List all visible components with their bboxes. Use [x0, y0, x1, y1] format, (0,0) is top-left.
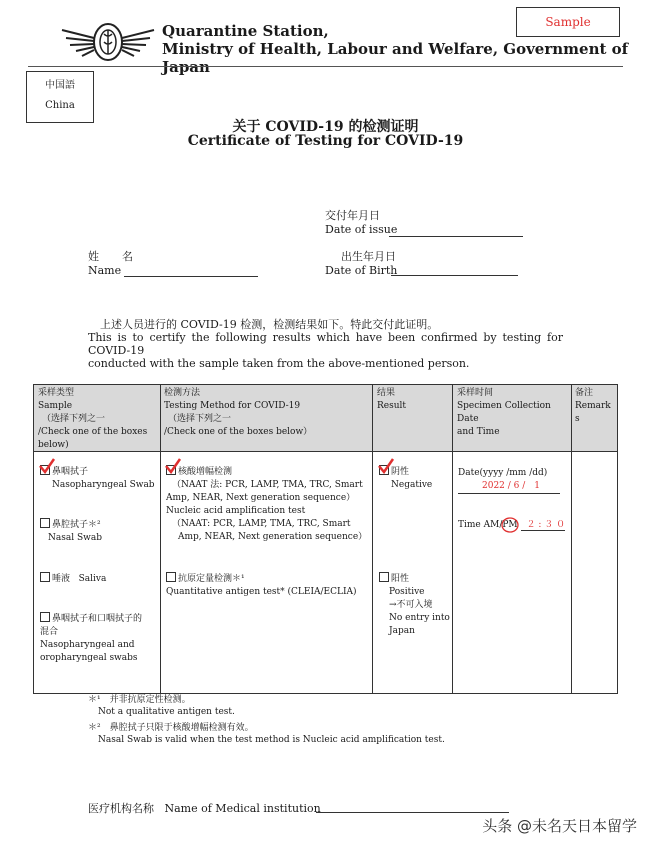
method-1-line-4: （NAAT: PCR, LAMP, TMA, TRC, Smart: [172, 519, 351, 529]
name-label: [88, 250, 139, 278]
header-result: [377, 387, 406, 413]
time-value[interactable]: ２ : ３ ０: [521, 520, 566, 531]
saliva-checkbox[interactable]: [40, 572, 50, 582]
name-label-cn: 姓 名: [88, 250, 139, 263]
red-checkmark-icon: [38, 458, 56, 474]
header-time-en1: Specimen Collection Date: [457, 401, 551, 424]
method-2-en: Quantitative antigen test* (CLEIA/ECLIA): [166, 587, 357, 597]
sample-2-cn: 鼻腔拭子＊²: [52, 520, 101, 530]
issue-label-cn: 交付年月日: [325, 209, 380, 222]
results-table: [33, 384, 618, 694]
result-positive-cn: 阳性: [391, 574, 410, 584]
nasal-checkbox[interactable]: [40, 518, 50, 528]
header-time-cn: 采样时间: [457, 388, 494, 398]
date-label: Date(yyyy /mm /dd): [458, 468, 548, 478]
header-method-sel-en: /Check one of the boxes below）: [164, 427, 313, 437]
col-divider-3: [452, 385, 453, 693]
header-divider: [28, 66, 623, 67]
result-negative-cn: 阴性: [391, 467, 410, 477]
sample-4-cn-1: 鼻咽拭子和口咽拭子的: [52, 614, 143, 624]
header-time-en2: and Time: [457, 427, 500, 437]
statement-en-2: conducted with the sample taken from the above-mentioned person.: [88, 357, 470, 370]
mixed-swab-checkbox[interactable]: [40, 612, 50, 622]
lang-en: China: [45, 100, 75, 111]
sample-4-en-1: Nasopharyngeal and: [40, 640, 135, 650]
red-checkmark-icon: [377, 458, 395, 474]
issue-label-en: Date of issue: [325, 223, 398, 236]
issue-date-field[interactable]: [389, 236, 523, 237]
quarantine-wings-logo-icon: [58, 20, 158, 64]
method-1-line-5: Amp, NEAR, Next generation sequence）: [178, 532, 368, 542]
header-result-cn: 结果: [377, 388, 396, 398]
result-option-positive[interactable]: [379, 572, 450, 638]
time-label: Time AM/PM: [458, 520, 518, 530]
footnotes: [88, 694, 445, 746]
sample-4-en-2: oropharyngeal swabs: [40, 653, 138, 663]
antigen-checkbox[interactable]: [166, 572, 176, 582]
header-remark-cn: 备注: [575, 388, 594, 398]
certification-statement: [88, 318, 563, 370]
header-sample-cn: 采样类型: [38, 388, 75, 398]
birth-label: [325, 250, 397, 278]
method-1-line-2: Amp, NEAR, Next generation sequence）: [166, 493, 356, 503]
header-method: [164, 387, 370, 439]
birth-label-cn: 出生年月日: [341, 250, 396, 263]
name-label-en: Name: [88, 264, 122, 277]
sample-3-en: Saliva: [78, 574, 107, 584]
method-1-line-3: Nucleic acid amplification test: [166, 506, 306, 516]
statement-cn: 上述人员进行的 COVID-19 检测，检测结果如下。特此交付此证明。: [100, 318, 439, 331]
method-1-cn: 核酸增幅检测: [178, 467, 233, 477]
sample-3-cn: 唾液: [52, 574, 71, 584]
title-cn: 关于 COVID-19 的检测证明: [232, 119, 419, 135]
lang-cn: 中国語: [45, 80, 75, 91]
header-method-sel-cn: （选择下列之一: [168, 414, 232, 424]
sample-4-cn-2: 混合: [40, 627, 59, 637]
nasopharyngeal-checkbox[interactable]: [40, 465, 50, 475]
sample-option-saliva[interactable]: [40, 572, 106, 586]
header-sample-sel-cn: （选择下列之一: [42, 414, 106, 424]
sample-option-mixed[interactable]: [40, 612, 158, 665]
institution-field[interactable]: [316, 812, 509, 813]
sample-2-en: Nasal Swab: [48, 533, 102, 543]
header-method-en: Testing Method for COVID-19: [164, 401, 301, 411]
institution-en: Name of Medical institution: [164, 802, 321, 815]
pm-circle-mark-icon: [500, 516, 520, 534]
header-result-en: Result: [377, 401, 407, 411]
header-time: [457, 387, 569, 439]
org-line-1: Quarantine Station,: [162, 22, 329, 40]
red-checkmark-icon: [164, 458, 182, 474]
result-positive-line-4: Japan: [389, 626, 415, 636]
method-option-naat[interactable]: [166, 465, 370, 544]
result-positive-line-3: No entry into: [389, 613, 450, 623]
birth-label-en: Date of Birth: [325, 264, 398, 277]
header-remark-en2: s: [575, 414, 580, 424]
birth-date-field[interactable]: [391, 275, 518, 276]
header-sample: [38, 387, 158, 452]
header-remarks: [575, 387, 611, 426]
sample-1-en: Nasopharyngeal Swab: [52, 480, 155, 490]
sample-1-cn: 鼻咽拭子: [52, 467, 89, 477]
date-value[interactable]: 2022 / 6 / 1: [458, 480, 560, 494]
negative-checkbox[interactable]: [379, 465, 389, 475]
statement-en-1: This is to certify the following results which have been confirmed by testing for COVID-19: [88, 331, 563, 357]
title-en: Certificate of Testing for COVID-19: [187, 133, 464, 149]
header-remark-en1: Remark: [575, 401, 611, 411]
result-option-negative[interactable]: [379, 465, 432, 492]
sample-option-nasal[interactable]: [40, 518, 102, 545]
sample-stamp: Sample: [516, 7, 620, 37]
header-sample-sel-en2: below): [38, 440, 69, 450]
note-1-cn: ＊¹ 并非抗原定性检测。: [88, 695, 191, 705]
note-1-en: Not a qualitative antigen test.: [98, 707, 235, 717]
medical-institution-label: [88, 800, 321, 816]
watermark: 头条 @未名天日本留学: [482, 817, 637, 835]
org-line-2: Ministry of Health, Labour and Welfare, Government of Japan: [162, 40, 629, 76]
col-divider-4: [571, 385, 572, 693]
header-method-cn: 检测方法: [164, 388, 201, 398]
issue-label: [325, 209, 397, 237]
result-positive-line-2: →不可入境: [389, 600, 433, 610]
collection-time: [458, 519, 570, 532]
header-sample-en: Sample: [38, 401, 73, 411]
col-divider-1: [160, 385, 161, 693]
result-positive-en: Positive: [389, 587, 425, 597]
method-2-cn: 抗原定量检测＊¹: [178, 574, 245, 584]
col-divider-2: [372, 385, 373, 693]
name-field[interactable]: [124, 276, 258, 277]
sample-option-nasopharyngeal[interactable]: [40, 465, 155, 492]
note-2-cn: ＊² 鼻腔拭子只限于核酸增幅检测有效。: [88, 723, 254, 733]
method-option-antigen[interactable]: [166, 572, 370, 599]
note-2-en: Nasal Swab is valid when the test method is Nucleic acid amplification test.: [98, 735, 445, 745]
naat-checkbox[interactable]: [166, 465, 176, 475]
result-negative-en: Negative: [391, 480, 433, 490]
institution-cn: 医疗机构名称: [88, 802, 154, 815]
collection-date: [458, 467, 570, 494]
header-sample-sel-en1: /Check one of the boxes: [38, 427, 148, 437]
method-1-line-1: （NAAT 法: PCR, LAMP, TMA, TRC, Smart: [172, 480, 363, 490]
positive-checkbox[interactable]: [379, 572, 389, 582]
